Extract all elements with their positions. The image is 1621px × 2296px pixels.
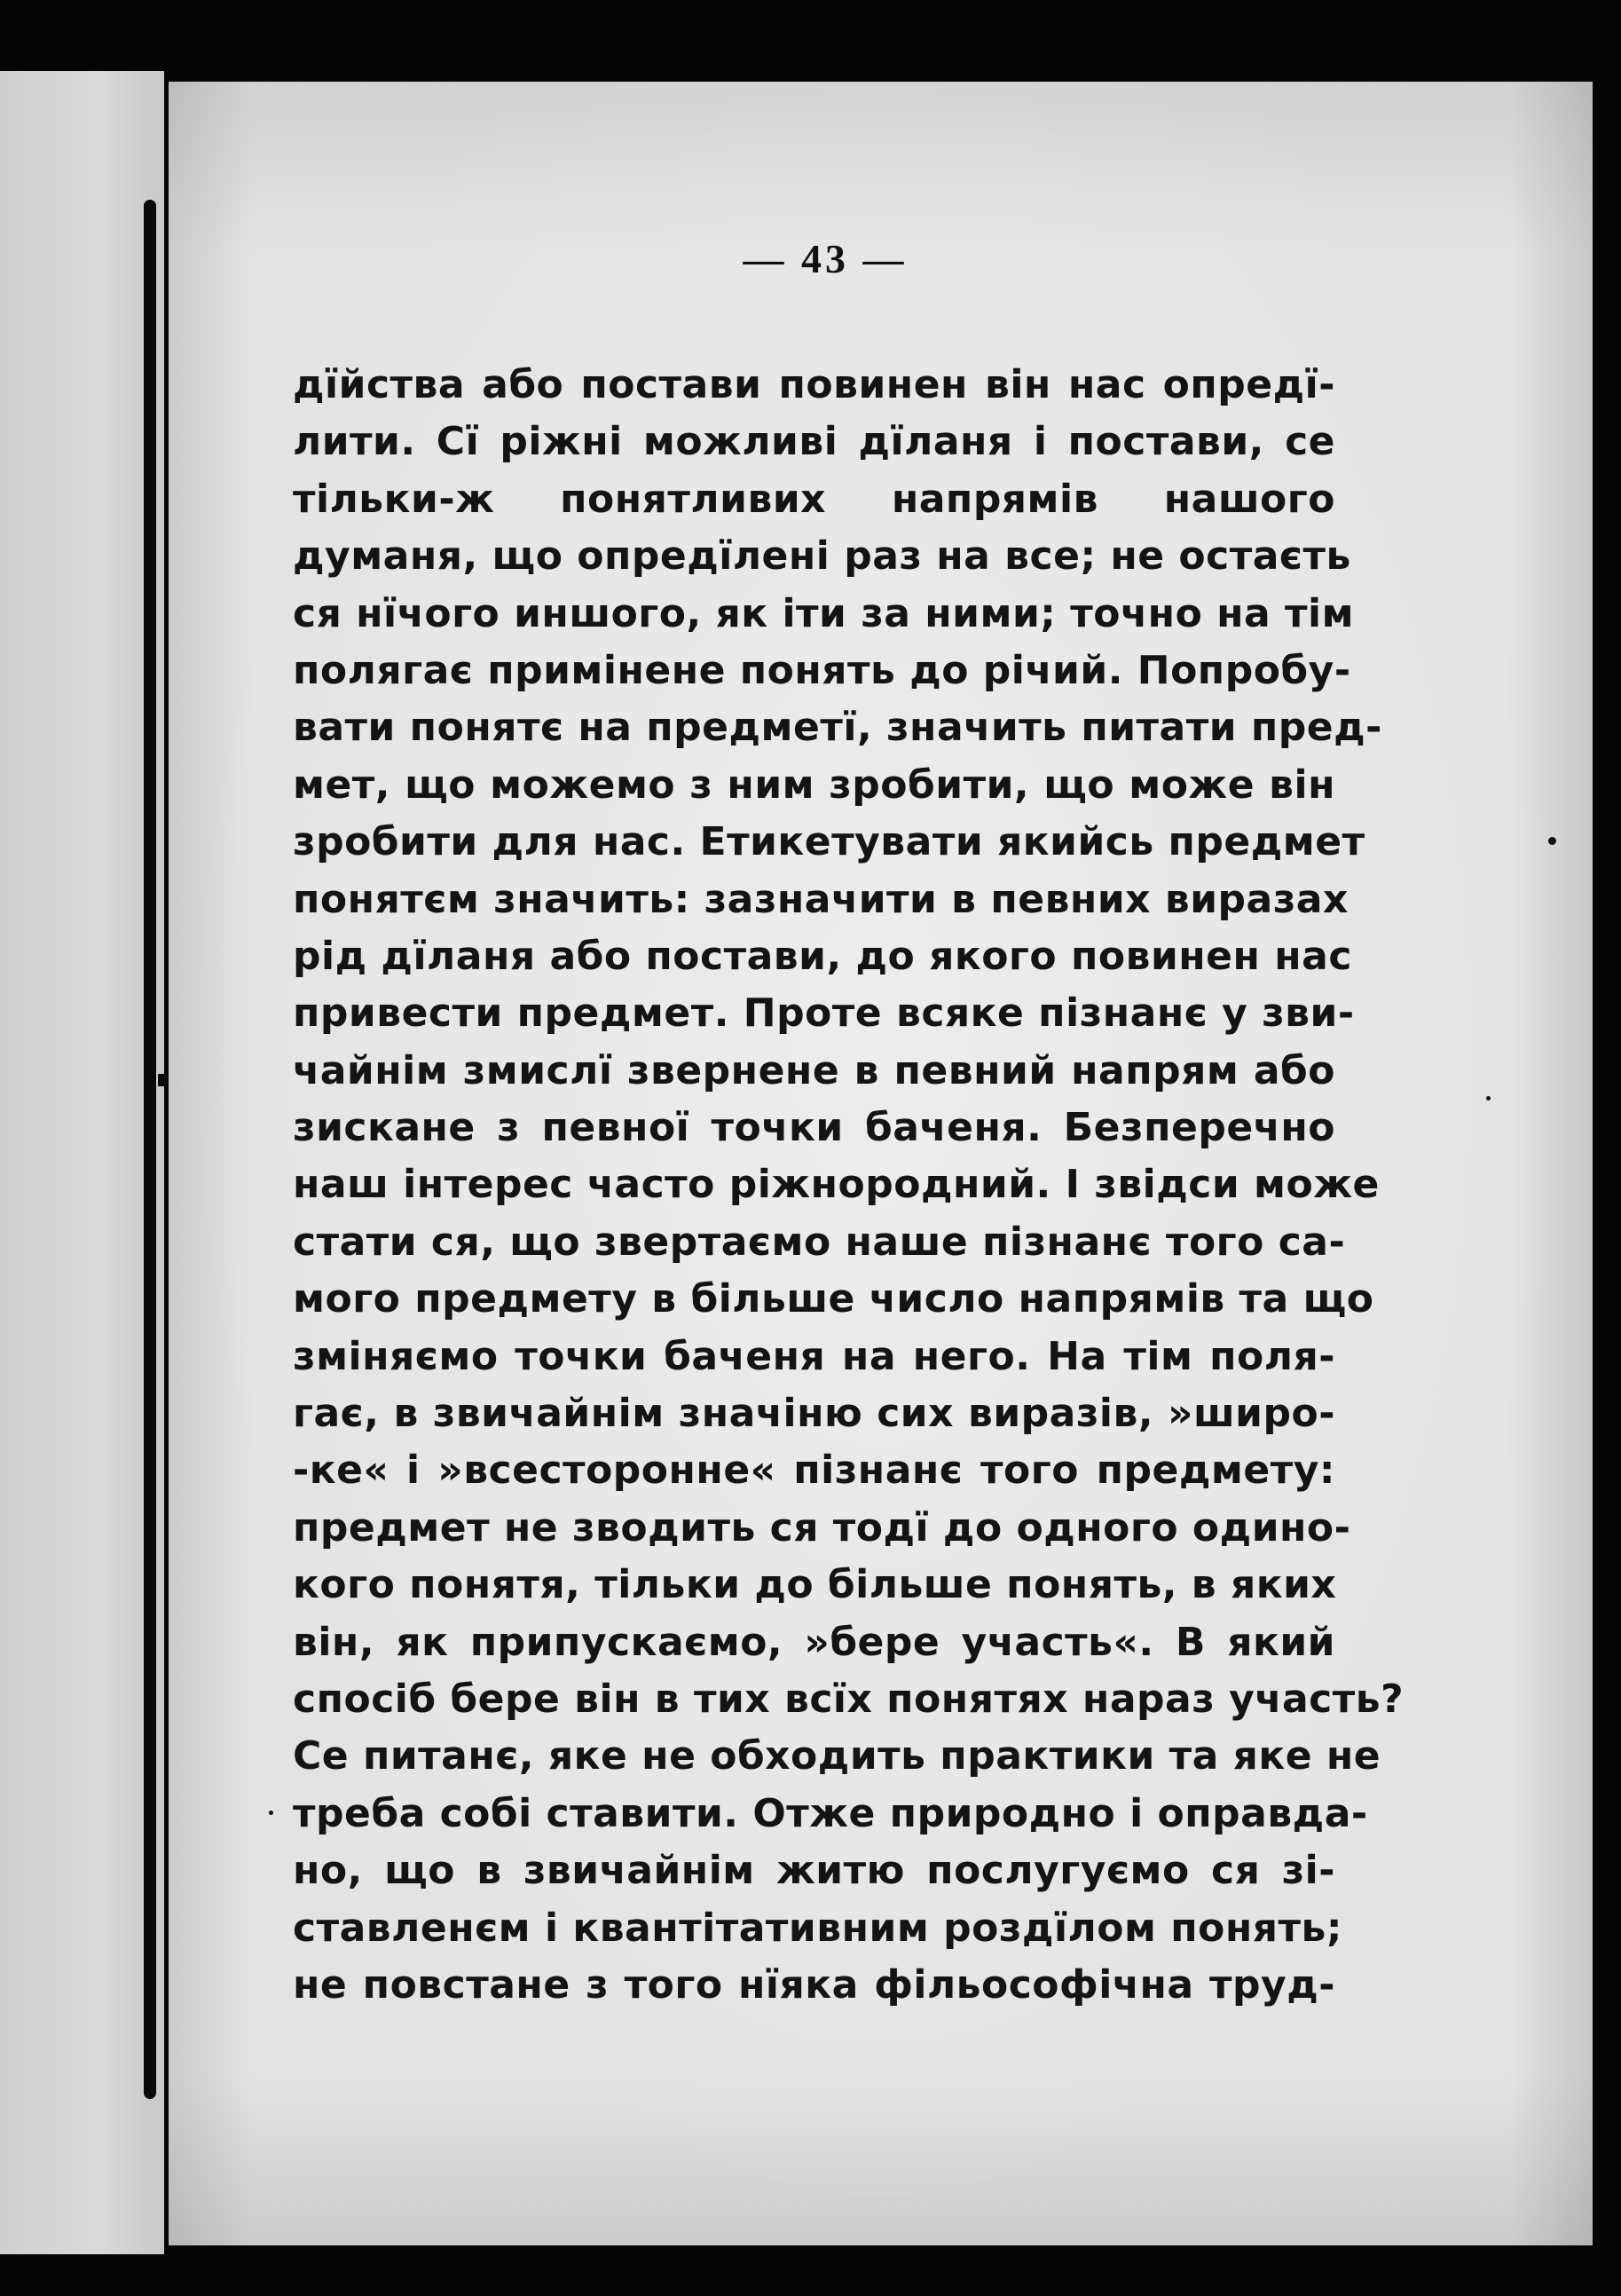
facing-page-edge [0, 71, 164, 2254]
text-line: полягає примінене понять до річий. Попробу- [293, 647, 1351, 693]
text-line: не повстане з того нїяка фільософічна труд- [293, 1961, 1335, 2008]
scan-speck [1486, 1096, 1491, 1101]
text-line: кого понятя, тільки до більше понять, в яких [293, 1562, 1337, 1608]
text-line: Се питанє, яке не обходить практики та яке не [293, 1733, 1381, 1779]
spine-mark [158, 1074, 167, 1086]
book-spine [144, 200, 156, 2099]
text-line: привести предмет. Проте всяке пізнанє у зви- [293, 990, 1355, 1037]
text-line: зробити для нас. Етикетувати якийсь предмет [293, 819, 1365, 865]
text-line: треба собі ставити. Отже природно і оправда- [293, 1790, 1368, 1836]
page-number: — 43 — [743, 236, 908, 281]
text-line: но, що в звичайнім житю послугуємо ся зі- [293, 1848, 1335, 1894]
text-line: зміняємо точки баченя на него. На тім поля- [293, 1333, 1335, 1379]
text-line: думаня, що опредїлені раз на все; не остаєть [293, 533, 1351, 580]
text-line: стати ся, що звертаємо наше пізнанє того са- [293, 1219, 1346, 1265]
text-line: понятєм значить: зазначити в певних виразах [293, 876, 1349, 922]
text-line: спосіб бере він в тих всїх понятях нараз участь? [293, 1676, 1405, 1722]
text-line: дїйства або постави повинен він нас опредї- [293, 362, 1335, 407]
page-body-text [293, 357, 1405, 2014]
text-line: ся нїчого иншого, як іти за ними; точно на тім [293, 590, 1355, 636]
scan-speck [1548, 837, 1556, 845]
text-line: чайнім змислї звернене в певний напрям або [293, 1047, 1335, 1093]
text-line: мого предмету в більше число напрямів та що [293, 1276, 1374, 1322]
text-line: -ке« і »всесторонне« пізнанє того предмету: [293, 1448, 1335, 1494]
text-line: він, як припускаємо, »бере участь«. В який [293, 1619, 1335, 1665]
text-line: предмет не зводить ся тодї до одного одино- [293, 1504, 1351, 1550]
text-line: гає, в звичайнім значіню сих виразів, »широ- [293, 1391, 1335, 1437]
text-line: зискане з певної точки баченя. Безперечно [293, 1105, 1335, 1151]
text-line: мет, що можемо з ним зробити, що може він [293, 761, 1335, 808]
text-line: вати понятє на предметї, значить питати пред- [293, 705, 1382, 751]
text-line: ставленєм і квантітативним роздїлом понять; [293, 1905, 1342, 1951]
text-line: тільки-ж понятливих напрямів нашого [293, 476, 1335, 522]
scan-speck [269, 1811, 273, 1815]
text-line: наш інтерес часто ріжнородний. І звідси може [293, 1162, 1380, 1208]
text-line: лити. Сї ріжні можливі дїланя і постави, се [293, 419, 1335, 465]
text-line: рід дїланя або постави, до якого повинен нас [293, 933, 1352, 979]
